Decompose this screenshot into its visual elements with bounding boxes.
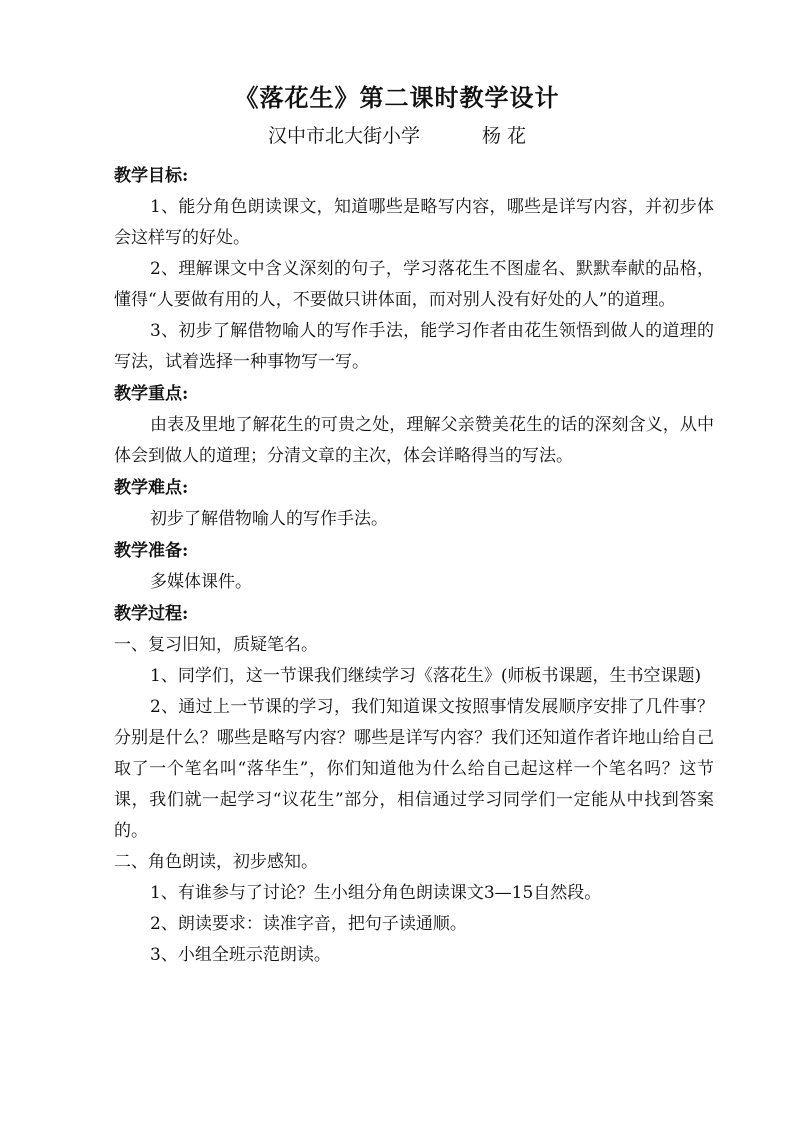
difficulties-heading: 教学难点: <box>114 478 189 498</box>
process-step-title: 一、复习旧知，质疑笔名。 <box>114 635 318 655</box>
process-step-item: 1、有谁参与了讨论？生小组分角色朗读课文3—15自然段。 <box>150 883 602 903</box>
process-step-item: 2、朗读要求：读准字音，把句子读通顺。 <box>150 914 467 934</box>
goal-item: 3、初步了解借物喻人的写作手法，能学习作者由花生领悟到做人的道理的写法，试着选择一种事物写一写。 <box>114 321 714 372</box>
process-step-title: 二、角色朗读，初步感知。 <box>114 852 318 872</box>
byline <box>0 122 794 150</box>
process-step-item: 3、小组全班示范朗读。 <box>150 945 331 965</box>
preparation-heading: 教学准备: <box>114 541 189 561</box>
process-heading: 教学过程: <box>114 604 189 624</box>
key-points-text: 由表及里地了解花生的可贵之处，理解父亲赞美花生的话的深刻含义，从中体会到做人的道理；分清文章的主次，体会详略得当的写法。 <box>114 415 714 466</box>
goal-item: 2、理解课文中含义深刻的句子，学习落花生不图虚名、默默奉献的品格，懂得“人要做有用的人，不要做只讲体面，而对别人没有好处的人”的道理。 <box>114 259 714 310</box>
document-body <box>114 160 714 971</box>
author-name: 杨 花 <box>482 125 527 147</box>
document-title: 《落花生》第二课时教学设计 <box>234 83 560 112</box>
process-step-item: 2、通过上一节课的学习，我们知道课文按照事情发展顺序安排了几件事？分别是什么？哪些是略写内容？哪些是详写内容？我们还知道作者许地山给自己取了一个笔名叫“落华生”，你们知道他为什么给自己起这样一个笔名吗？这节课，我们就一起学习“议花生”部分，相信通过学习同学们一定能从中找到答案的。 <box>114 697 714 841</box>
goal-item: 1、能分角色朗读课文，知道哪些是略写内容，哪些是详写内容，并初步体会这样写的好处。 <box>114 197 714 248</box>
school-name: 汉中市北大街小学 <box>267 125 420 147</box>
key-points-heading: 教学重点: <box>114 384 189 404</box>
goals-heading: 教学目标: <box>114 166 189 186</box>
difficulties-text: 初步了解借物喻人的写作手法。 <box>150 509 388 529</box>
process-step-item: 1、同学们，这一节课我们继续学习《落花生》(师板书课题，生书空课题) <box>150 666 702 686</box>
preparation-text: 多媒体课件。 <box>150 572 252 592</box>
